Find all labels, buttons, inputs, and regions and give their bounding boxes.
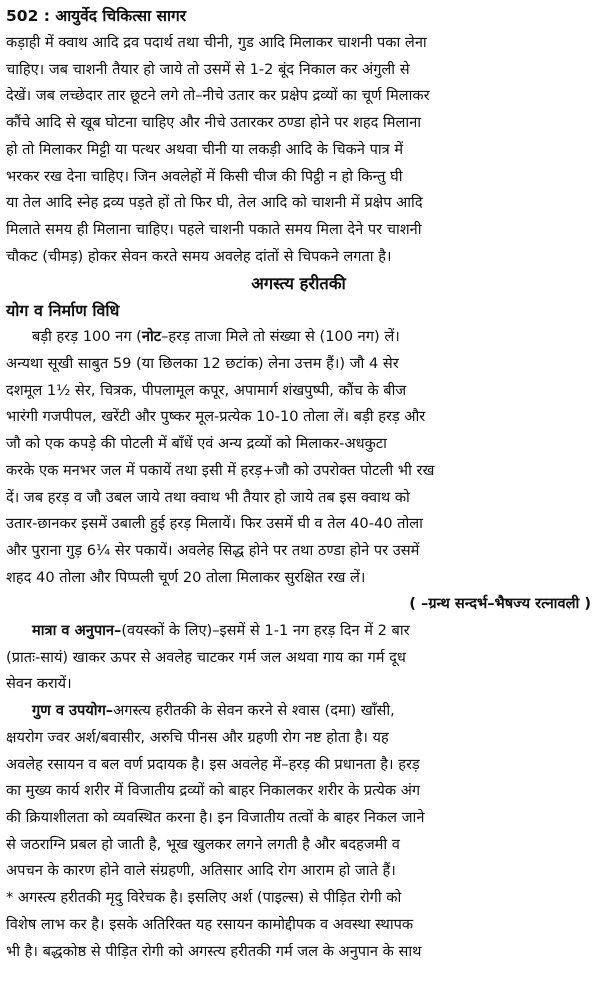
text-line: भरकर रख देना चाहिए। जिन अवलेहों में किसी चीज की पिट्ठी न हो किन्तु घी bbox=[6, 167, 403, 185]
text-line: का मुख्य कार्य शरीर में विजातीय द्रव्यों को बाहर निकालकर शरीर के प्रत्येक अंग bbox=[6, 782, 421, 800]
text-line: कड़ाही में क्वाथ आदि द्रव पदार्थ तथा चीनी, गुड आदि मिलाकर चाशनी पका लेना bbox=[6, 34, 427, 51]
text-line: (प्रातः-सायं) खाकर ऊपर से अवलेह चाटकर गर्म जल अथवा गाय का गर्म दूध bbox=[6, 648, 406, 666]
text-line: दें। जब हरड़ व जौ उबल जाये तथा क्वाथ भी तैयार हो जाये तब इस क्वाथ को bbox=[6, 488, 410, 506]
text-line: * अगस्त्य हरीतकी मृदु विरेचक है। इसलिए अर्श (पाइल्स) से पीड़ित रोगी को bbox=[6, 889, 402, 907]
text-line: हो तो मिलाकर मिट्टी या पत्थर अथवा चीनी या लकड़ी आदि के चिकने पात्र में bbox=[6, 140, 404, 158]
text-line: शहद 40 तोला और पिप्पली चूर्ण 20 तोला मिलाकर सुरक्षित रख लें। bbox=[6, 568, 366, 586]
intro-paragraph bbox=[6, 30, 591, 270]
text-line: जौ को एक कपड़े की पोटली में बाँधें एवं अन्य द्रव्यों को मिलाकर-अधकुटा bbox=[6, 435, 387, 453]
text-line: दशमूल 1½ सेर, चित्रक, पीपलामूल कपूर, अपामार्ग शंखपुष्पी, कौंच के बीज bbox=[6, 381, 407, 399]
text-line: और पुराना गुड़ 6¼ सेर पकायें। अवलेह सिद्ध होने पर तथा ठण्डा होने पर उसमें bbox=[6, 541, 420, 559]
text-span: बड़ी हरड़ 100 नग ( bbox=[32, 328, 142, 346]
dosage-label: मात्रा व अनुपान– bbox=[32, 622, 122, 640]
text-line: क्षयरोग ज्वर अर्श/बवासीर, अरुचि पीनस और ग्रहणी रोग नष्ट होता है। यह bbox=[6, 728, 389, 746]
text-line: मिलाते समय ही मिलाना चाहिए। पहले चाशनी पकाते समय मिला देने पर चाशनी bbox=[6, 220, 422, 238]
text-line: उतार-छानकर इसमें उबाली हुई हरड़ मिलायें। फिर उसमें घी व तेल 40-40 तोला bbox=[6, 515, 423, 533]
text-span: अगस्त्य हरीतकी के सेवन करने से श्वास (दमा) खाँसी, bbox=[113, 702, 395, 720]
text-line bbox=[6, 324, 591, 351]
preparation-heading: योग व निर्माण विधि bbox=[6, 301, 120, 321]
text-line: देखें। जब लच्छेदार तार छूटने लगे तो–नीचे उतार कर प्रक्षेप द्रव्यों का चूर्ण मिलाकर bbox=[6, 87, 430, 105]
text-line: करके एक मनभर जल में पकायें तथा इसी में हरड़+जौ को उपरोक्त पोटली भी रख bbox=[6, 461, 435, 479]
dosage-paragraph bbox=[6, 618, 591, 698]
benefits-label: गुण व उपयोग– bbox=[32, 702, 114, 720]
text-line: भारंगी गजपीपल, खरेंटी और पुष्कर मूल-प्रत्येक 10-10 तोला लें। बड़ी हरड़ और bbox=[6, 408, 426, 426]
text-line: विशेष लाभ कर है। इसके अतिरिक्त यह रसायन कामोद्दीपक व अवस्था स्थापक bbox=[6, 915, 414, 933]
text-span: (वयस्कों के लिए)–इसमें से 1-1 नग हरड़ दिन में 2 बार bbox=[121, 622, 410, 640]
text-line bbox=[6, 698, 591, 725]
text-line: सेवन करायें। bbox=[6, 675, 72, 693]
text-line: या तेल आदि स्नेह द्रव्य पड़ते हों तो फिर घी, तेल आदि को चाशनी में प्रक्षेप आदि bbox=[6, 194, 423, 212]
text-span: –हरड़ ताजा मिले तो संख्या से (100 नग) लें। bbox=[161, 328, 400, 346]
text-line: भी है। बद्धकोष्ठ से पीड़ित रोगी को अगस्त्य हरीतकी गर्म जल के अनुपान के साथ bbox=[6, 942, 422, 960]
note-label: नोट bbox=[141, 328, 162, 346]
text-line: की क्रियाशीलता को व्यवस्थित करना है। इन विजातीय तत्वों के बाहर निकल जाने bbox=[6, 808, 425, 826]
text-line: चाहिए। जब चाशनी तैयार हो जाये तो उसमें से 1-2 बूंद निकाल कर अंगुली से bbox=[6, 60, 410, 78]
preparation-paragraph bbox=[6, 324, 591, 618]
text-line bbox=[6, 618, 591, 645]
text-line: अवलेह रसायन व बल वर्ण प्रदायक है। इस अवलेह में–हरड़ की प्रधानता है। हरड़ bbox=[6, 755, 420, 773]
text-line: कौंचे आदि से खूब घोटना चाहिए और नीचे उतारकर ठण्डा होने पर शहद मिलाना bbox=[6, 114, 422, 132]
text-line: से जठराग्नि प्रबल हो जाती है, भूख खुलकर लगने लगती है और बदहजमी व bbox=[6, 835, 400, 853]
running-head: 502 : आयुर्वेद चिकित्सा सागर bbox=[6, 7, 187, 25]
note-paragraph bbox=[6, 885, 591, 965]
text-line: चौकट (चीमड़) होकर सेवन करते समय अवलेह दांतों से चिपकने लगता है। bbox=[6, 247, 392, 265]
text-line: अपचन के कारण होने वाले संग्रहणी, अतिसार आदि रोग आराम हो जाते हैं। bbox=[6, 862, 396, 880]
benefits-paragraph bbox=[6, 698, 591, 885]
section-title: अगस्त्य हरीतकी bbox=[251, 274, 346, 294]
source-reference: ( –ग्रन्थ सन्दर्भ–भैषज्य रत्नावली ) bbox=[409, 595, 591, 613]
text-line: अन्यथा सूखी साबुत 59 (या छिलका 12 छटांक) लेना उत्तम हैं।) जौ 4 सेर bbox=[6, 355, 399, 373]
